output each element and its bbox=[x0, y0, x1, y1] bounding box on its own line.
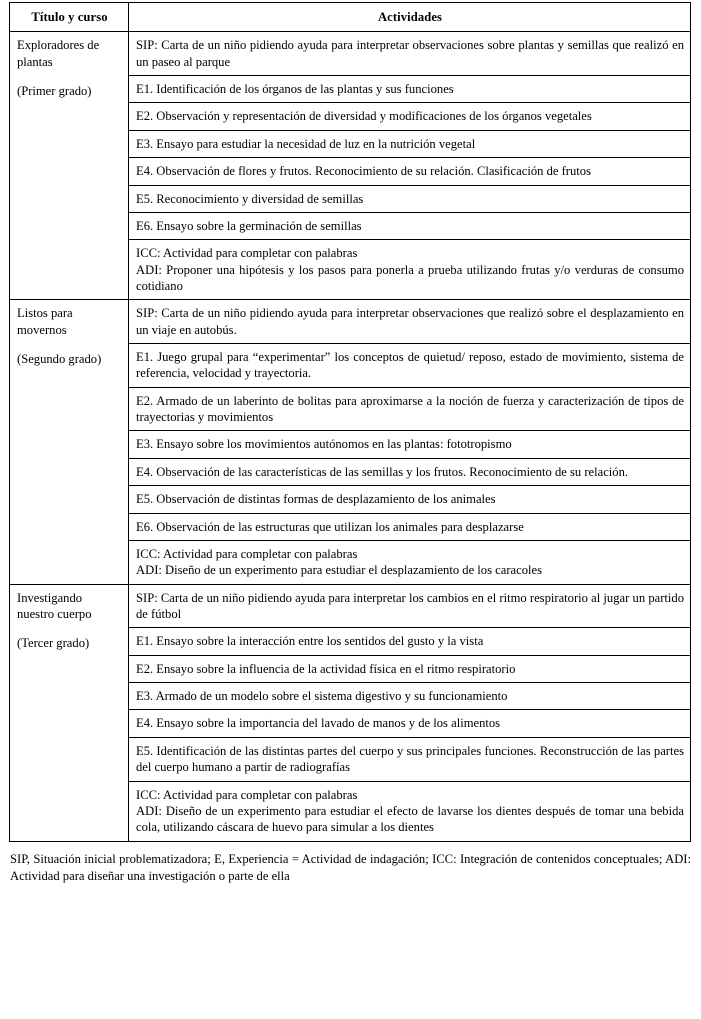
block-title-1: Exploradores de plantas bbox=[17, 38, 100, 69]
activity-cell bbox=[129, 212, 691, 239]
block-title-cell-3 bbox=[10, 584, 129, 841]
activity-cell-final bbox=[129, 240, 691, 300]
activity-text: E4. Observación de las características de las semillas y los frutos. Reconocimiento de su relación. bbox=[136, 464, 629, 479]
footnote-text: SIP, Situación inicial problematizadora; E, Experiencia = Actividad de indagación; ICC: Integración de contenidos conceptuales; ADI: Actividad para diseñar una investigación o parte de ella bbox=[10, 851, 691, 883]
table-footnote bbox=[9, 851, 691, 885]
activity-cell-final bbox=[129, 781, 691, 841]
activity-text: E1. Ensayo sobre la interacción entre los sentidos del gusto y la vista bbox=[136, 634, 484, 649]
activity-text: E3. Ensayo sobre los movimientos autónomos en las plantas: fototropismo bbox=[136, 437, 512, 452]
activity-text: E1. Identificación de los órganos de las plantas y sus funciones bbox=[136, 82, 454, 97]
activity-cell-final bbox=[129, 540, 691, 584]
table-row bbox=[10, 300, 691, 344]
adi-text: ADI: Proponer una hipótesis y los pasos para ponerla a prueba utilizando frutas y/o verduras de consumo cotidiano bbox=[136, 262, 684, 293]
table-row bbox=[10, 584, 691, 628]
activity-cell bbox=[129, 130, 691, 157]
activity-text: E2. Observación y representación de diversidad y modificaciones de los órganos vegetales bbox=[136, 109, 592, 124]
activity-cell bbox=[129, 683, 691, 710]
activity-cell bbox=[129, 513, 691, 540]
activity-cell bbox=[129, 103, 691, 130]
column-header-activities: Actividades bbox=[129, 3, 691, 32]
activity-text: E1. Juego grupal para “experimentar” los conceptos de quietud/ reposo, estado de movimiento, sistema de referencia, velocidad y trayectoria. bbox=[136, 350, 684, 381]
activity-text: SIP: Carta de un niño pidiendo ayuda para interpretar observaciones sobre plantas y semillas que realizó en un paseo al parque bbox=[136, 38, 684, 69]
activities-table bbox=[9, 2, 691, 842]
table-body bbox=[10, 32, 691, 841]
block-grade-2: (Segundo grado) bbox=[17, 352, 102, 367]
activity-text: SIP: Carta de un niño pidiendo ayuda para interpretar observaciones que realizó sobre el desplazamiento en un viaje en autobús. bbox=[136, 306, 684, 337]
activity-cell bbox=[129, 158, 691, 185]
activity-cell bbox=[129, 387, 691, 431]
activity-cell bbox=[129, 185, 691, 212]
activity-text: E6. Observación de las estructuras que utilizan los animales para desplazarse bbox=[136, 519, 524, 534]
table-header-row bbox=[10, 3, 691, 32]
activity-text: E4. Observación de flores y frutos. Reconocimiento de su relación. Clasificación de frutos bbox=[136, 164, 591, 179]
block-title-cell-2 bbox=[10, 300, 129, 584]
block-title-2: Listos para movernos bbox=[17, 306, 73, 337]
icc-text: ICC: Actividad para completar con palabras bbox=[136, 546, 358, 561]
activity-text: E4. Ensayo sobre la importancia del lavado de manos y de los alimentos bbox=[136, 716, 501, 731]
activity-text: SIP: Carta de un niño pidiendo ayuda para interpretar los cambios en el ritmo respiratorio al jugar un partido de fútbol bbox=[136, 590, 684, 621]
activity-text: E2. Armado de un laberinto de bolitas para aproximarse a la noción de fuerza y caracterización de tipos de trayectorias y movimientos bbox=[136, 393, 684, 425]
activity-cell bbox=[129, 300, 691, 344]
activity-cell bbox=[129, 710, 691, 737]
column-header-title-and-course: Título y curso bbox=[10, 3, 129, 32]
icc-text: ICC: Actividad para completar con palabras bbox=[136, 246, 358, 261]
activity-cell bbox=[129, 486, 691, 513]
activity-cell bbox=[129, 737, 691, 781]
block-grade-1: (Primer grado) bbox=[17, 84, 92, 99]
adi-text: ADI: Diseño de un experimento para estudiar el desplazamiento de los caracoles bbox=[136, 563, 542, 578]
activity-text: E6. Ensayo sobre la germinación de semillas bbox=[136, 218, 362, 233]
activity-cell bbox=[129, 628, 691, 655]
activity-cell bbox=[129, 584, 691, 628]
table-header bbox=[10, 3, 691, 32]
icc-text: ICC: Actividad para completar con palabras bbox=[136, 787, 358, 802]
adi-text: ADI: Diseño de un experimento para estudiar el efecto de lavarse los dientes después de tomar una bebida cola, utilizando cáscara de huevo para simular a los dientes bbox=[136, 803, 684, 835]
activity-text: E5. Identificación de las distintas partes del cuerpo y sus principales funciones. Reconstrucción de las partes del cuerpo humano a partir de radiografías bbox=[136, 743, 684, 775]
table-row bbox=[10, 32, 691, 76]
activity-text: E2. Ensayo sobre la influencia de la actividad física en el ritmo respiratorio bbox=[136, 661, 516, 676]
activity-cell bbox=[129, 655, 691, 682]
activity-text: E3. Ensayo para estudiar la necesidad de luz en la nutrición vegetal bbox=[136, 136, 476, 151]
activity-cell bbox=[129, 344, 691, 388]
activity-text: E5. Observación de distintas formas de desplazamiento de los animales bbox=[136, 492, 496, 507]
block-title-cell-1 bbox=[10, 32, 129, 300]
activity-text: E5. Reconocimiento y diversidad de semillas bbox=[136, 191, 364, 206]
activity-cell bbox=[129, 32, 691, 76]
block-title-3: Investigando nuestro cuerpo bbox=[17, 590, 92, 621]
activity-text: E3. Armado de un modelo sobre el sistema digestivo y su funcionamiento bbox=[136, 689, 508, 704]
activity-cell bbox=[129, 431, 691, 458]
activity-cell bbox=[129, 76, 691, 103]
activity-cell bbox=[129, 458, 691, 485]
block-grade-3: (Tercer grado) bbox=[17, 636, 90, 651]
